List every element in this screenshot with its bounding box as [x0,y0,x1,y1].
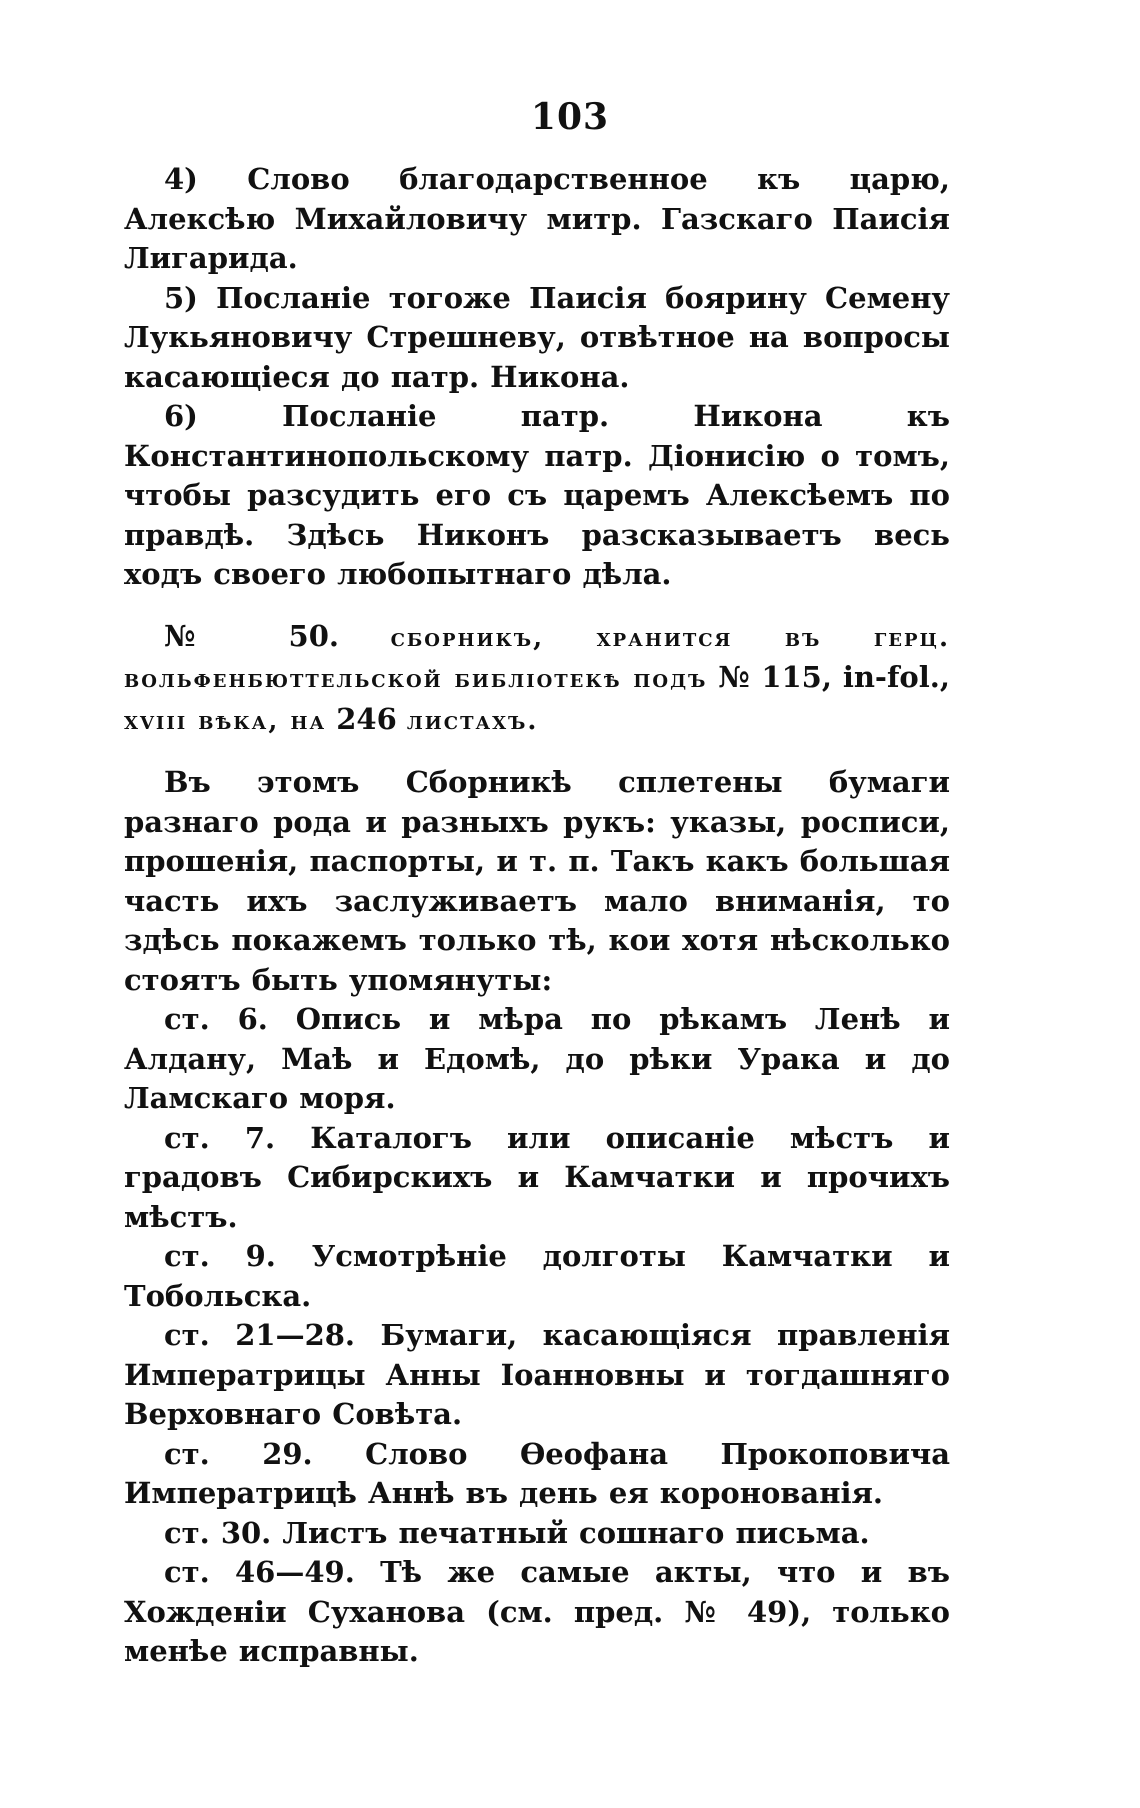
listing-st-46-49: ст. 46—49. Тѣ же самые акты, что и въ Хожденіи Суханова (см. пред. № 49), только менѣе исправны. [124,1555,950,1668]
listing-st-30: ст. 30. Листъ печатный сошнаго письма. [164,1515,870,1550]
entry-description-c: листахъ. [406,705,539,736]
entry-description-a: сборникъ, хранится въ герц. вольфенбюттельской библіотекѣ подъ [124,622,950,694]
listing-st-29: ст. 29. Слово Ѳеофана Прокоповича Императрицѣ Аннѣ въ день ея коронованія. [124,1436,950,1510]
listing-st-6: ст. 6. Опись и мѣра по рѣкамъ Ленѣ и Алдану, Маѣ и Едомѣ, до рѣки Урака и до Ламскаго моря. [124,1002,950,1115]
entry-shelfmark: № 115, [718,660,832,694]
listing-st-9: ст. 9. Усмотрѣніе долготы Камчатки и Тобольска. [124,1239,950,1313]
manuscript-entry-heading [124,617,950,742]
entry-leaves-count: 246 [336,701,397,736]
list-item-6: 6) Посланіе патр. Никона къ Константинопольскому патр. Діонисію о томъ, чтобы разсудить его съ царемъ Алексѣемъ по правдѣ. Здѣсь Никонъ разсказываетъ весь ходъ своего любопытнаго дѣла. [124,399,950,591]
entry-description-b: xviii вѣка, на [124,705,327,736]
list-item-5: 5) Посланіе тогоже Паисія боярину Семену Лукьяновичу Стрешневу, отвѣтное на вопросы касающіеся до патр. Никона. [124,280,950,394]
entry-format: in-fol., [842,660,950,694]
listing-st-21-28: ст. 21—28. Бумаги, касающіяся правленія Императрицы Анны Іоанновны и тогдашняго Верховнаго Совѣта. [124,1318,950,1431]
entry-number: № 50. [164,618,339,653]
page-body [124,160,950,1672]
list-item-4: 4) Слово благодарственное къ царю, Алексѣю Михайловичу митр. Газскаго Паисія Лигарида. [124,162,950,275]
entry-intro-paragraph: Въ этомъ Сборникѣ сплетены бумаги разнаго рода и разныхъ рукъ: указы, росписи, прошенія, паспорты, и т. п. Такъ какъ большая часть ихъ заслуживаетъ мало вниманія, то здѣсь покажемъ только тѣ, кои хотя нѣсколько стоятъ быть упомянуты: [124,765,950,997]
listing-st-7: ст. 7. Каталогъ или описаніе мѣстъ и градовъ Сибирскихъ и Камчатки и прочихъ мѣстъ. [124,1120,950,1234]
page-number: 103 [530,96,610,138]
